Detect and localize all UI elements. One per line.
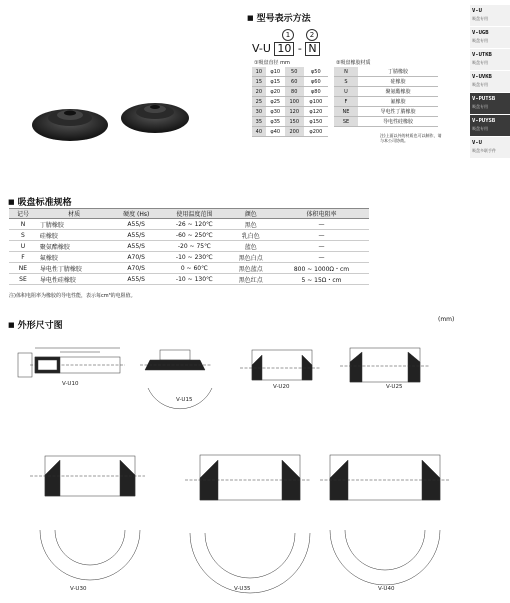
spec-cell: SE bbox=[9, 274, 37, 285]
spec-cell: -10 ~ 130℃ bbox=[161, 274, 227, 285]
spec-row bbox=[9, 241, 369, 252]
material-cell: NE bbox=[334, 107, 358, 117]
series-tab-code: V-UGB bbox=[472, 30, 489, 36]
series-tab-code: V-U bbox=[472, 140, 482, 146]
diameter-cell: 200 bbox=[285, 127, 304, 137]
diameter-cell: 50 bbox=[285, 67, 304, 77]
diameter-cell: 10 bbox=[252, 67, 266, 77]
material-cell: 聚氨酯橡胶 bbox=[358, 87, 438, 97]
spec-header: 硬度 (Hs) bbox=[111, 209, 161, 219]
spec-cell: 5 ~ 15Ω・cm bbox=[274, 274, 369, 285]
diameter-cell: φ100 bbox=[304, 97, 328, 107]
material-cell: 导电性硅橡胶 bbox=[358, 117, 438, 127]
drawing-label-v-u30: V-U30 bbox=[70, 586, 87, 592]
dimension-drawings bbox=[0, 330, 470, 603]
model-box-diameter: 10 bbox=[274, 42, 294, 56]
drawing-v-u35 bbox=[185, 455, 310, 593]
model-prefix: V-U bbox=[252, 42, 271, 55]
diameter-cell: φ60 bbox=[304, 77, 328, 87]
material-cell: N bbox=[334, 67, 358, 77]
drawing-v-u30 bbox=[30, 456, 145, 580]
material-table bbox=[334, 67, 438, 127]
diameter-cell: 35 bbox=[252, 117, 266, 127]
spec-cell: 丁腈橡胶 bbox=[37, 219, 111, 230]
drawing-label-v-u25: V-U25 bbox=[386, 384, 403, 390]
diameter-cell: φ50 bbox=[304, 67, 328, 77]
diameter-cell: φ10 bbox=[266, 67, 285, 77]
material-row bbox=[334, 67, 438, 77]
series-tab-code: V-PUTSB bbox=[472, 96, 496, 102]
unit-label: (mm) bbox=[438, 316, 455, 323]
diameter-cell: 60 bbox=[285, 77, 304, 87]
diameter-table bbox=[252, 67, 328, 137]
spec-header: 使用温度范围 bbox=[161, 209, 227, 219]
dims-section-title: ■ 外形尺寸图 bbox=[8, 318, 63, 331]
spec-cell: 黑色 bbox=[228, 219, 274, 230]
diameter-row bbox=[252, 77, 328, 87]
series-tab-sub: 吸盘专用 bbox=[472, 126, 488, 131]
spec-cell: — bbox=[274, 252, 369, 263]
spec-cell: A55/S bbox=[111, 219, 161, 230]
series-tab-sub: 吸盘专用 bbox=[472, 60, 488, 65]
series-tab-3[interactable] bbox=[470, 71, 510, 93]
drawing-label-v-u10: V-U10 bbox=[62, 381, 79, 387]
spec-cell: 导电性硅橡胶 bbox=[37, 274, 111, 285]
series-tab-code: V-PUYSB bbox=[472, 118, 496, 124]
spec-cell: 导电性丁腈橡胶 bbox=[37, 263, 111, 274]
material-row bbox=[334, 117, 438, 127]
spec-header: 颜色 bbox=[228, 209, 274, 219]
spec-row bbox=[9, 219, 369, 230]
material-caption: ②吸盘橡胶材质 bbox=[336, 60, 371, 66]
series-tab-6[interactable] bbox=[470, 137, 510, 159]
series-tabs bbox=[470, 5, 510, 159]
spec-cell: A55/S bbox=[111, 274, 161, 285]
diameter-row bbox=[252, 127, 328, 137]
spec-cell: 蓝色 bbox=[228, 241, 274, 252]
material-cell: S bbox=[334, 77, 358, 87]
drawing-label-v-u40: V-U40 bbox=[378, 586, 395, 592]
material-cell: SE bbox=[334, 117, 358, 127]
diameter-cell: φ200 bbox=[304, 127, 328, 137]
series-tab-2[interactable] bbox=[470, 49, 510, 71]
spec-header: 材质 bbox=[37, 209, 111, 219]
diameter-cell: φ35 bbox=[266, 117, 285, 127]
spec-cell: 0 ~ 60℃ bbox=[161, 263, 227, 274]
series-tab-code: V-UVKB bbox=[472, 74, 492, 80]
model-dash: - bbox=[297, 42, 302, 55]
spec-cell: N bbox=[9, 219, 37, 230]
diameter-row bbox=[252, 117, 328, 127]
diameter-cell: 120 bbox=[285, 107, 304, 117]
material-row bbox=[334, 87, 438, 97]
circle-marker-2: 2 bbox=[306, 29, 318, 41]
spec-cell: — bbox=[274, 230, 369, 241]
spec-cell: A55/S bbox=[111, 230, 161, 241]
diameter-cell: φ40 bbox=[266, 127, 285, 137]
diameter-cell: 15 bbox=[252, 77, 266, 87]
drawing-label-v-u20: V-U20 bbox=[273, 384, 290, 390]
spec-cell: S bbox=[9, 230, 37, 241]
series-tab-0[interactable] bbox=[470, 5, 510, 27]
spec-cell: 硅橡胶 bbox=[37, 230, 111, 241]
spec-cell: -26 ~ 120℃ bbox=[161, 219, 227, 230]
material-row bbox=[334, 97, 438, 107]
material-cell: 丁腈橡胶 bbox=[358, 67, 438, 77]
spec-cell: A70/S bbox=[111, 252, 161, 263]
suction-cup-photos bbox=[20, 80, 220, 150]
spec-cell: A70/S bbox=[111, 263, 161, 274]
material-cell: F bbox=[334, 97, 358, 107]
diameter-cell: φ120 bbox=[304, 107, 328, 117]
spec-cell: — bbox=[274, 241, 369, 252]
series-tab-code: V-UTKB bbox=[472, 52, 492, 58]
diameter-cell: 25 bbox=[252, 97, 266, 107]
material-cell: 硅橡胶 bbox=[358, 77, 438, 87]
spec-cell: 800 ~ 1000Ω・cm bbox=[274, 263, 369, 274]
series-tab-sub: 吸盘专用 bbox=[472, 38, 488, 43]
series-tab-1[interactable] bbox=[470, 27, 510, 49]
spec-cell: -10 ~ 230℃ bbox=[161, 252, 227, 263]
material-cell: 氟橡胶 bbox=[358, 97, 438, 107]
series-tab-sub: 吸盘专用 bbox=[472, 82, 488, 87]
spec-header: 记号 bbox=[9, 209, 37, 219]
material-row bbox=[334, 107, 438, 117]
spec-cell: -60 ~ 250℃ bbox=[161, 230, 227, 241]
diameter-cell: 20 bbox=[252, 87, 266, 97]
diameter-row bbox=[252, 87, 328, 97]
drawing-v-u10 bbox=[18, 348, 125, 377]
diameter-cell: 30 bbox=[252, 107, 266, 117]
diameter-row bbox=[252, 97, 328, 107]
diameter-cell: φ30 bbox=[266, 107, 285, 117]
drawing-v-u20 bbox=[240, 350, 320, 380]
spec-table bbox=[9, 208, 369, 285]
diameter-row bbox=[252, 107, 328, 117]
spec-cell: U bbox=[9, 241, 37, 252]
model-box-material: N bbox=[305, 42, 319, 56]
material-cell: U bbox=[334, 87, 358, 97]
spec-row bbox=[9, 252, 369, 263]
spec-section-title: ■ 吸盘标准规格 bbox=[8, 195, 72, 208]
spec-cell: — bbox=[274, 219, 369, 230]
spec-cell: 乳白色 bbox=[228, 230, 274, 241]
diameter-cell: 40 bbox=[252, 127, 266, 137]
diameter-cell: φ25 bbox=[266, 97, 285, 107]
spec-cell: -20 ~ 75℃ bbox=[161, 241, 227, 252]
diameter-caption: ①吸盘直径 mm bbox=[254, 60, 290, 66]
spec-cell: 聚氨酯橡胶 bbox=[37, 241, 111, 252]
spec-cell: A55/S bbox=[111, 241, 161, 252]
series-tab-sub: 吸盘多联手件 bbox=[472, 148, 496, 153]
spec-cell: 氟橡胶 bbox=[37, 252, 111, 263]
series-tab-5[interactable] bbox=[470, 115, 510, 137]
material-note: 注)上面以外的材质也可以制作，请与本公司协商。 bbox=[380, 133, 442, 143]
circle-marker-1: 1 bbox=[282, 29, 294, 41]
spec-row bbox=[9, 274, 369, 285]
spec-cell: NE bbox=[9, 263, 37, 274]
model-section-title: ■ 型号表示方法 bbox=[247, 11, 311, 24]
diameter-cell: 80 bbox=[285, 87, 304, 97]
series-tab-sub: 吸盘专用 bbox=[472, 16, 488, 21]
spec-row bbox=[9, 263, 369, 274]
diameter-cell: φ15 bbox=[266, 77, 285, 87]
spec-cell: F bbox=[9, 252, 37, 263]
spec-cell: 黑色红点 bbox=[228, 274, 274, 285]
drawing-label-v-u15: V-U15 bbox=[176, 397, 193, 403]
drawing-label-v-u35: V-U35 bbox=[234, 586, 251, 592]
spec-cell: 黑色白点 bbox=[228, 252, 274, 263]
spec-note: 注)体积电阻率为橡胶的导电性能，表示每cm³的电阻值。 bbox=[9, 293, 136, 299]
series-tab-sub: 吸盘专用 bbox=[472, 104, 488, 109]
spec-row bbox=[9, 230, 369, 241]
diameter-cell: φ150 bbox=[304, 117, 328, 127]
spec-header: 体积电阻率 bbox=[274, 209, 369, 219]
diameter-cell: φ20 bbox=[266, 87, 285, 97]
drawing-v-u25 bbox=[340, 348, 430, 382]
diameter-row bbox=[252, 67, 328, 77]
material-row bbox=[334, 77, 438, 87]
diameter-cell: φ80 bbox=[304, 87, 328, 97]
diameter-cell: 150 bbox=[285, 117, 304, 127]
model-code bbox=[252, 42, 320, 56]
diameter-cell: 100 bbox=[285, 97, 304, 107]
material-cell: 导电性丁腈橡胶 bbox=[358, 107, 438, 117]
series-tab-4[interactable] bbox=[470, 93, 510, 115]
spec-cell: 黑色蓝点 bbox=[228, 263, 274, 274]
drawing-v-u40 bbox=[320, 455, 450, 585]
series-tab-code: V-U bbox=[472, 8, 482, 14]
